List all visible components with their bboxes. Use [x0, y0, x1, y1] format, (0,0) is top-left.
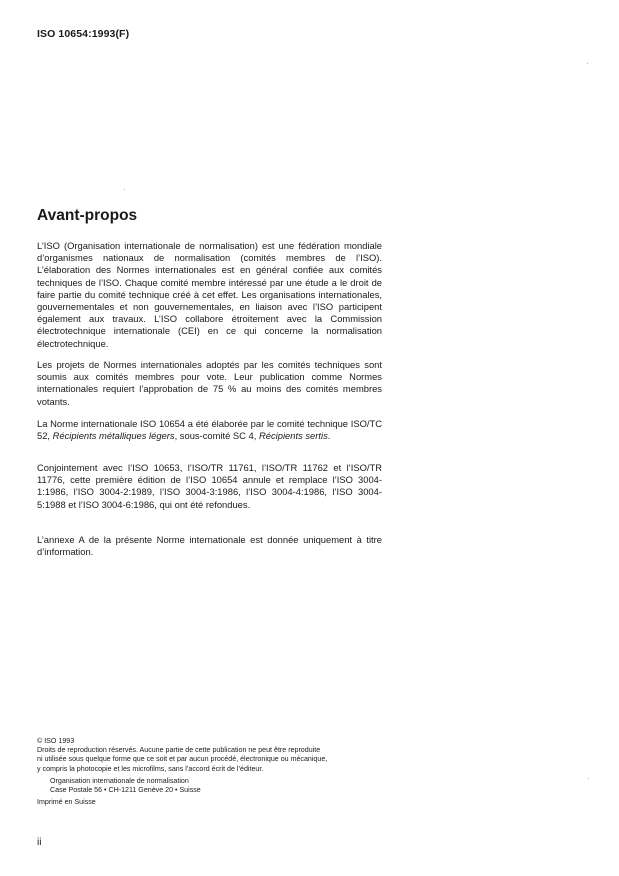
standard-reference: ISO 10654:1993(F): [37, 28, 130, 40]
printed-in: Imprimé en Suisse: [37, 798, 96, 807]
scan-speck: [587, 63, 588, 64]
committee-text-end: .: [327, 430, 331, 442]
paragraph-committee: [37, 418, 382, 442]
committee-text-middle: , sous-comité SC 4,: [174, 430, 259, 442]
scan-speck: [588, 778, 589, 779]
paragraph-iso-intro: L’ISO (Organisation internationale de normalisation) est une fédération mondiale d’organismes nationaux de normalisation (comités membres de l’ISO). L’élaboration des Normes internationales est en général confiée aux comités techniques de l’ISO. Chaque comité membre intéressé par une étude a le droit de faire partie du comité technique créé à cet effet. Les organisations internationales, gouvernementales et non gouvernementales, en liaison avec l’ISO participent également aux travaux. L’ISO collabore étroitement avec la Commission électrotechnique internationale (CEI) en ce qui concerne la normalisation électrotechnique.: [37, 240, 382, 349]
paragraph-voting: Les projets de Normes internationales adoptés par les comités techniques sont soumis aux comités membres pour vote. Leur publication comme Normes internationales requiert l’approbation de 75 % au moins des comités membres votants.: [37, 359, 382, 407]
scan-speck: [124, 189, 125, 190]
tc-title: Récipients métalliques légers: [52, 430, 175, 442]
paragraph-supersedes: Conjointement avec l’ISO 10653, l’ISO/TR 11761, l’ISO/TR 11762 et l’ISO/TR 11776, cette première édition de l’ISO 10654 annule et remplace l’ISO 3004-1:1986, l’ISO 3004-2:1989, l’ISO 3004-3:1986, l’ISO 3004-4:1986, l’ISO 3004-5:1988 et l’ISO 3004-6:1986, qui ont été refondues.: [37, 462, 382, 510]
copyright-block: [37, 737, 397, 807]
organization-address: Case Postale 56 • CH-1211 Genève 20 • Suisse: [50, 786, 201, 795]
committee-text-intro: La Norme internationale ISO 10654 a été élaborée par le comité technique ISO/TC 52,: [37, 418, 382, 442]
rights-line-2: ni utilisée sous quelque forme que ce soit et par aucun procédé, électronique ou mécanique,: [37, 755, 328, 764]
page-number: ii: [37, 837, 42, 848]
rights-line-1: Droits de reproduction réservés. Aucune partie de cette publication ne peut être reproduite: [37, 746, 321, 755]
section-title: Avant-propos: [37, 207, 138, 224]
paragraph-annex: L’annexe A de la présente Norme internationale est donnée uniquement à titre d’information.: [37, 534, 382, 558]
rights-line-3: y compris la photocopie et les microfilms, sans l’accord écrit de l’éditeur.: [37, 764, 264, 773]
copyright-notice: © ISO 1993: [37, 737, 75, 745]
sc-title: Récipients sertis: [258, 430, 328, 442]
organization-name: Organisation internationale de normalisation: [50, 776, 189, 785]
